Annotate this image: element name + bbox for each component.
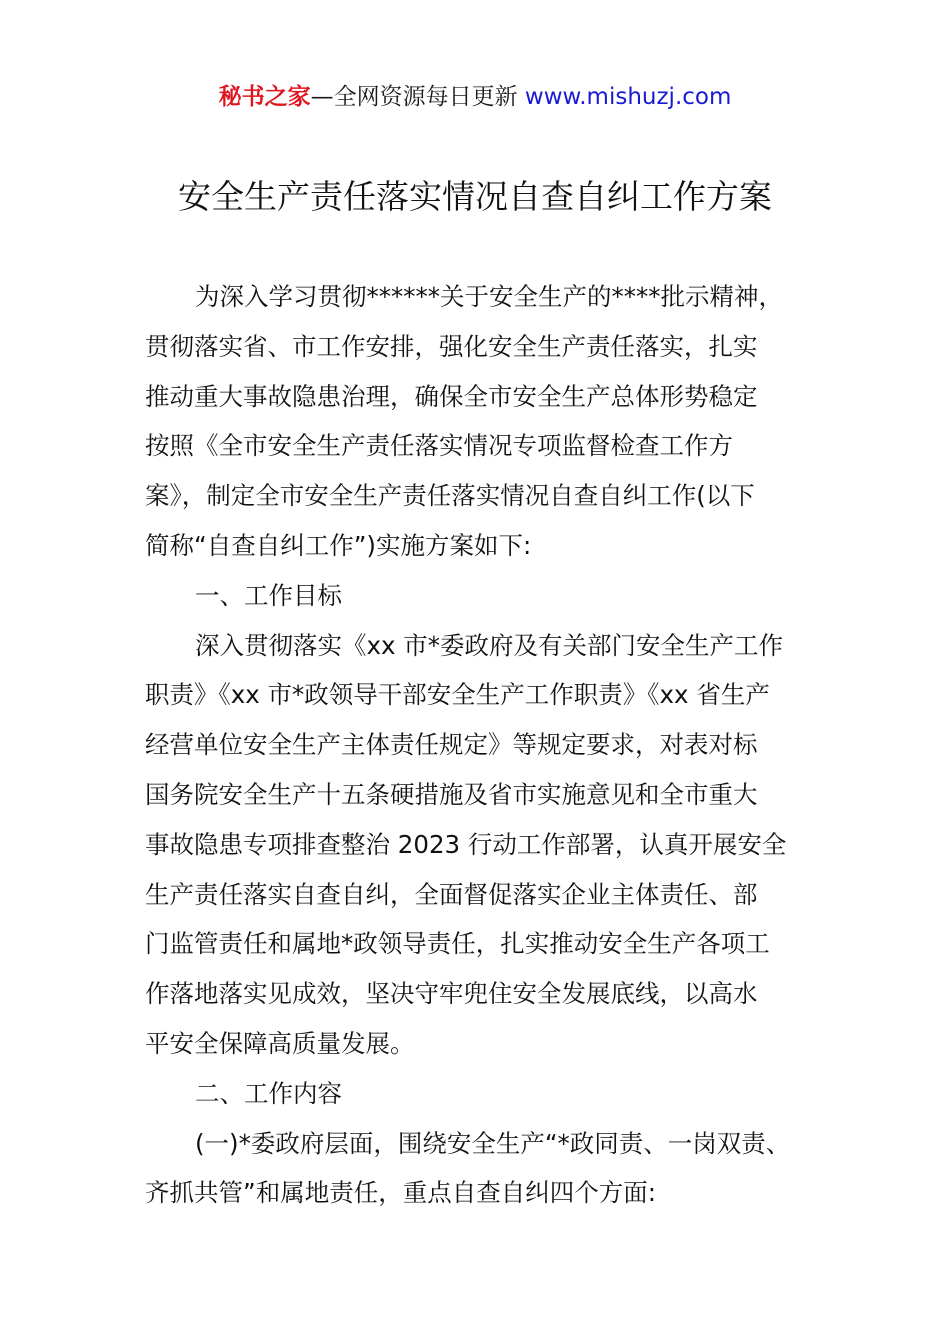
document-title: 安全生产责任落实情况自查自纠工作方案 — [178, 177, 772, 216]
body-line: 一、工作目标 — [195, 580, 342, 610]
body-line: 为深入学习贯彻******关于安全生产的****批示精神， — [195, 282, 783, 311]
body-line: 生产责任落实自查自纠，全面督促落实企业主体责任、部 — [145, 879, 758, 909]
body-line: 贯彻落实省、市工作安排，强化安全生产责任落实，扎实 — [145, 331, 758, 361]
body-line: 按照《全市安全生产责任落实情况专项监督检查工作方 — [145, 431, 733, 461]
body-line: 经营单位安全生产主体责任规定》等规定要求，对表对标 — [145, 730, 758, 760]
body-line: 案》，制定全市安全生产责任落实情况自查自纠工作(以下 — [145, 481, 755, 511]
body-line: (一)*委政府层面，围绕安全生产“*政同责、一岗双责、 — [195, 1128, 791, 1158]
site-url-link[interactable]: www.mishuzj.com — [524, 84, 732, 110]
body-line: 简称“自查自纠工作”)实施方案如下: — [145, 530, 532, 560]
body-line: 国务院安全生产十五条硬措施及省市实施意见和全市重大 — [145, 779, 758, 809]
body-line: 二、工作内容 — [195, 1078, 342, 1108]
body-line: 事故隐患专项排查整治 2023 行动工作部署，认真开展安全 — [145, 829, 787, 859]
site-tagline: —全网资源每日更新 — [310, 84, 525, 110]
body-line: 齐抓共管”和属地责任，重点自查自纠四个方面: — [145, 1178, 656, 1208]
body-line: 深入贯彻落实《xx 市*委政府及有关部门安全生产工作 — [195, 630, 784, 660]
body-line: 门监管责任和属地*政领导责任，扎实推动安全生产各项工 — [145, 929, 770, 959]
document-body — [145, 272, 815, 1218]
site-brand: 秘书之家 — [218, 84, 311, 110]
body-line: 推动重大事故隐患治理，确保全市安全生产总体形势稳定 — [145, 381, 758, 411]
body-line: 作落地落实见成效，坚决守牢兜住安全发展底线，以高水 — [145, 979, 758, 1009]
body-line: 职责》《xx 市*政领导干部安全生产工作职责》《xx 省生产 — [145, 680, 770, 710]
site-header — [0, 80, 950, 114]
body-line: 平安全保障高质量发展。 — [145, 1028, 415, 1058]
